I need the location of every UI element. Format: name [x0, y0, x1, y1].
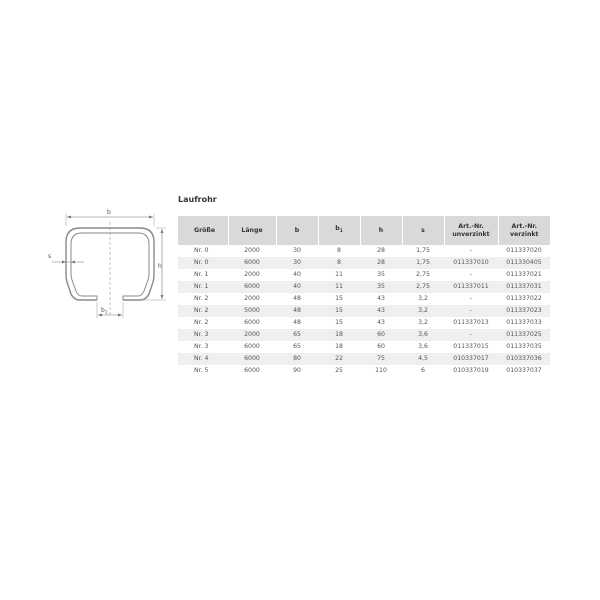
cell-size: Nr. 5	[194, 367, 209, 374]
cell-b1: 8	[337, 247, 341, 254]
cell-art-verzinkt: 011337023	[498, 305, 550, 317]
header-art-unverzinkt: Art.-Nr. unverzinkt	[444, 216, 498, 245]
header-s: s	[402, 216, 444, 245]
cell-b1: 8	[318, 257, 360, 269]
cell-art-unverzinkt: 011337013	[453, 319, 489, 326]
cell-art-unverzinkt: 010337019	[453, 367, 489, 374]
cell-h: 35	[360, 281, 402, 293]
cell-art-verzinkt: 011337021	[506, 271, 542, 278]
cell-length: 6000	[228, 257, 276, 269]
cell-h: 28	[377, 247, 385, 254]
cell-size: Nr. 1	[194, 271, 209, 278]
cell-length: 6000	[244, 343, 260, 350]
cell-art-unverzinkt: -	[444, 329, 498, 341]
cell-h: 43	[377, 319, 385, 326]
cell-s: 1,75	[402, 257, 444, 269]
cell-b1: 15	[335, 319, 343, 326]
dimension-b1-label: $b_1$	[101, 307, 108, 315]
cell-b: 30	[276, 257, 318, 269]
cell-art-verzinkt: 010337037	[506, 367, 542, 374]
table-row	[178, 269, 550, 281]
cell-art-unverzinkt: 010337017	[444, 353, 498, 365]
cell-h: 60	[360, 329, 402, 341]
cell-length: 6000	[228, 281, 276, 293]
cell-h: 43	[360, 305, 402, 317]
cell-art-unverzinkt: -	[469, 271, 473, 278]
cell-s: 6	[421, 367, 425, 374]
cell-size: Nr. 3	[178, 329, 228, 341]
cell-b: 48	[293, 319, 301, 326]
cell-h: 35	[377, 271, 385, 278]
cell-b: 48	[293, 295, 301, 302]
cell-s: 1,75	[416, 247, 430, 254]
table-row	[178, 245, 550, 257]
cell-length: 2000	[244, 271, 260, 278]
cell-size: Nr. 0	[194, 247, 209, 254]
cell-s: 3,6	[402, 329, 444, 341]
cell-size: Nr. 2	[178, 305, 228, 317]
cell-s: 3,6	[418, 343, 428, 350]
cell-b: 90	[293, 367, 301, 374]
cell-s: 2,75	[416, 271, 430, 278]
cell-b1: 11	[318, 281, 360, 293]
cell-b: 80	[276, 353, 318, 365]
cell-art-unverzinkt: -	[469, 295, 473, 302]
profile-cross-section-drawing	[40, 205, 175, 330]
cell-art-verzinkt: 011330405	[498, 257, 550, 269]
cell-b1: 15	[318, 305, 360, 317]
cell-s: 2,75	[402, 281, 444, 293]
dimension-s-label: s	[48, 253, 52, 260]
dimension-b-label: b	[107, 209, 111, 216]
cell-art-verzinkt: 010337036	[498, 353, 550, 365]
header-art-verzinkt: Art.-Nr. verzinkt	[498, 216, 550, 245]
table-row	[178, 305, 550, 317]
cell-art-verzinkt: 011337020	[506, 247, 542, 254]
table-row	[178, 365, 550, 377]
cell-size: Nr. 0	[178, 257, 228, 269]
header-b1: $b_1$	[318, 216, 360, 245]
cell-art-unverzinkt: -	[444, 305, 498, 317]
cell-h: 28	[360, 257, 402, 269]
cell-h: 110	[375, 367, 387, 374]
cell-art-verzinkt: 011337022	[506, 295, 542, 302]
cell-size: Nr. 1	[178, 281, 228, 293]
table-row	[178, 317, 550, 329]
cell-s: 3,2	[418, 319, 428, 326]
header-length: Länge	[228, 216, 276, 245]
cell-b: 30	[293, 247, 301, 254]
header-b: b	[276, 216, 318, 245]
cell-s: 4,5	[402, 353, 444, 365]
cell-art-unverzinkt: -	[469, 247, 473, 254]
page-title: Laufrohr	[178, 195, 217, 204]
table-row	[178, 341, 550, 353]
cell-length: 2000	[244, 295, 260, 302]
cell-b: 65	[293, 343, 301, 350]
cell-b1: 15	[335, 295, 343, 302]
cell-length: 2000	[228, 329, 276, 341]
table-row	[178, 281, 550, 293]
cell-h: 75	[360, 353, 402, 365]
dimension-h-label: h	[158, 263, 162, 270]
cell-size: Nr. 2	[194, 295, 209, 302]
header-size: Größe	[178, 216, 228, 245]
header-h: h	[360, 216, 402, 245]
cell-length: 6000	[228, 353, 276, 365]
cell-art-unverzinkt: 011337015	[453, 343, 489, 350]
cell-art-verzinkt: 011337035	[506, 343, 542, 350]
cell-length: 2000	[244, 247, 260, 254]
table-row	[178, 257, 550, 269]
cell-h: 43	[377, 295, 385, 302]
cell-art-verzinkt: 011337025	[498, 329, 550, 341]
cell-art-unverzinkt: 011337010	[444, 257, 498, 269]
cell-b1: 11	[335, 271, 343, 278]
cell-s: 3,2	[402, 305, 444, 317]
table-row	[178, 293, 550, 305]
cell-b1: 18	[335, 343, 343, 350]
cell-s: 3,2	[418, 295, 428, 302]
cell-b1: 25	[335, 367, 343, 374]
cell-length: 6000	[244, 319, 260, 326]
table-row	[178, 329, 550, 341]
cell-art-verzinkt: 011337031	[498, 281, 550, 293]
cell-b1: 22	[318, 353, 360, 365]
table-header-row	[178, 216, 550, 245]
cell-b: 40	[276, 281, 318, 293]
cell-b: 40	[293, 271, 301, 278]
cell-size: Nr. 3	[194, 343, 209, 350]
cell-b: 48	[276, 305, 318, 317]
cell-b: 65	[276, 329, 318, 341]
table-row	[178, 353, 550, 365]
cell-size: Nr. 2	[194, 319, 209, 326]
cell-b1: 18	[318, 329, 360, 341]
cell-art-verzinkt: 011337033	[506, 319, 542, 326]
specification-table	[178, 216, 550, 377]
cell-length: 6000	[244, 367, 260, 374]
cell-length: 5000	[228, 305, 276, 317]
cell-h: 60	[377, 343, 385, 350]
cell-size: Nr. 4	[178, 353, 228, 365]
cell-art-unverzinkt: 011337011	[444, 281, 498, 293]
